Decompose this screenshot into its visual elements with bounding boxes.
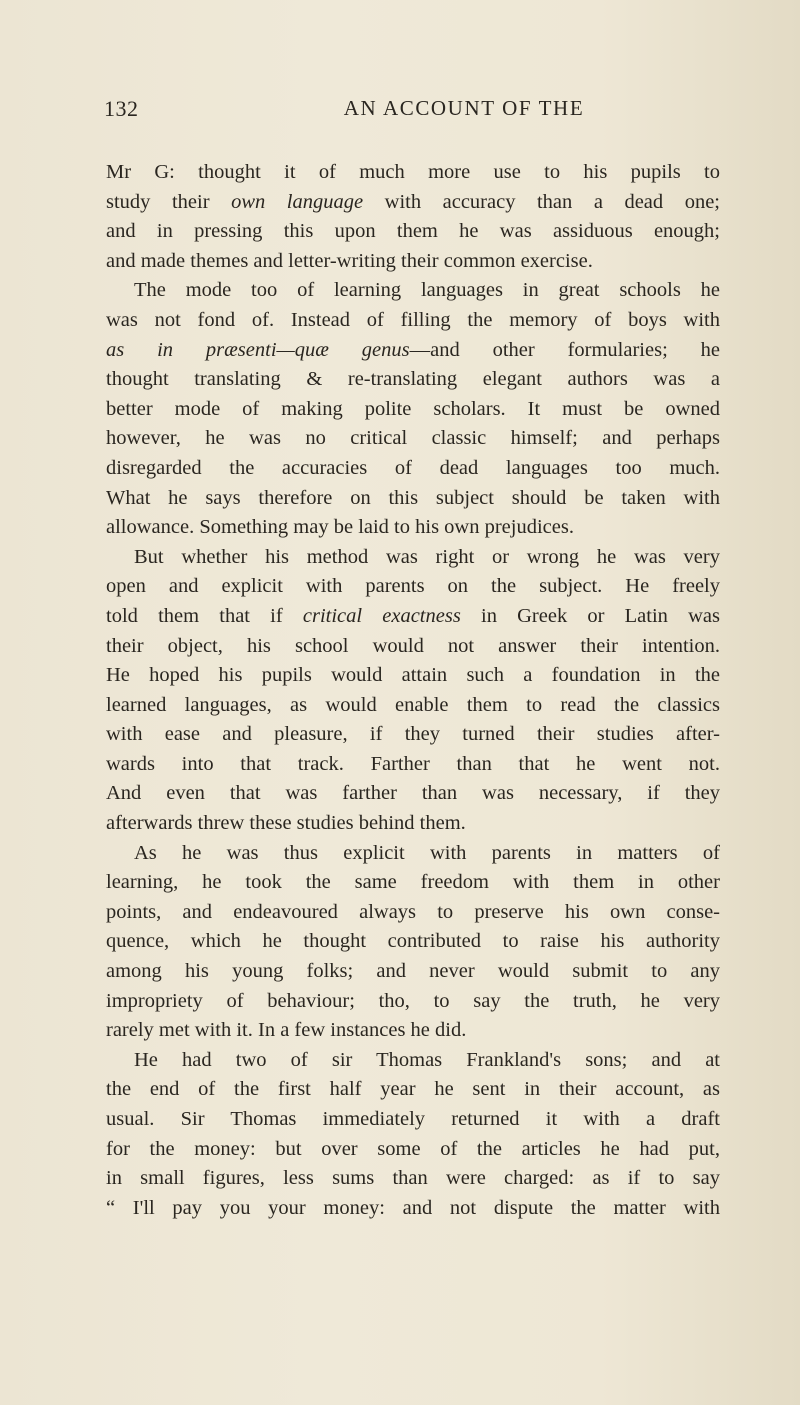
text-line bbox=[106, 661, 720, 691]
text-line bbox=[106, 987, 720, 1017]
text-segment: impropriety of behaviour; tho, to say the truth, he very bbox=[106, 989, 720, 1012]
text-line bbox=[106, 1046, 720, 1076]
text-segment: Mr G: thought it of much more use to his pupils to bbox=[106, 161, 720, 183]
text-line bbox=[106, 365, 720, 395]
text-line bbox=[106, 572, 720, 602]
italic-text: own language bbox=[231, 190, 364, 213]
text-line bbox=[106, 1164, 720, 1194]
text-segment: in small figures, less sums than were charged: as if to say bbox=[106, 1167, 720, 1190]
text-segment: disregarded the accuracies of dead languages too much. bbox=[106, 456, 720, 479]
text-segment: with accuracy than a dead one; bbox=[363, 190, 720, 213]
text-segment: points, and endeavoured always to preserve his own conse- bbox=[106, 900, 720, 923]
text-line bbox=[106, 632, 720, 662]
text-line bbox=[106, 454, 720, 484]
text-line bbox=[106, 543, 720, 573]
text-segment: for the money: but over some of the articles he had put, bbox=[106, 1137, 720, 1160]
text-segment: wards into that track. Farther than that he went not. bbox=[106, 752, 720, 775]
text-line bbox=[106, 484, 720, 514]
text-segment: open and explicit with parents on the subject. He freely bbox=[106, 575, 720, 598]
italic-text: as in præsenti—quæ genus bbox=[106, 338, 410, 361]
text-line bbox=[106, 395, 720, 425]
text-line bbox=[106, 691, 720, 721]
text-segment: afterwards threw these studies behind them. bbox=[106, 812, 466, 835]
text-line bbox=[106, 217, 720, 247]
text-line bbox=[106, 779, 720, 809]
text-segment: quence, which he thought contributed to raise his authority bbox=[106, 930, 720, 953]
running-head-title: AN ACCOUNT OF THE bbox=[343, 96, 585, 120]
text-segment: rarely met with it. In a few instances he did. bbox=[106, 1019, 467, 1042]
text-segment: among his young folks; and never would submit to any bbox=[106, 960, 720, 983]
text-segment: study their bbox=[106, 190, 232, 213]
text-line bbox=[106, 1105, 720, 1135]
text-segment: and made themes and letter-writing their common exercise. bbox=[106, 249, 593, 272]
text-segment: better mode of making polite scholars. It must be owned bbox=[106, 397, 720, 420]
text-segment: learned languages, as would enable them to read the classics bbox=[106, 693, 720, 716]
text-segment: thought translating & re-translating elegant authors was a bbox=[106, 368, 720, 391]
text-line bbox=[106, 868, 720, 898]
text-segment: And even that was farther than was necessary, if they bbox=[106, 782, 720, 805]
text-line bbox=[106, 306, 720, 336]
text-line bbox=[106, 336, 720, 366]
text-segment: But whether his method was right or wrong he was very bbox=[134, 545, 720, 568]
text-line bbox=[106, 809, 720, 839]
text-line bbox=[106, 898, 720, 928]
text-segment: —and other formularies; he bbox=[409, 338, 720, 361]
text-segment: allowance. Something may be laid to his own prejudices. bbox=[106, 516, 574, 539]
page-number: 132 bbox=[104, 96, 139, 121]
text-segment: usual. Sir Thomas immediately returned it with a draft bbox=[106, 1108, 720, 1130]
text-segment: in Greek or Latin was bbox=[460, 604, 720, 627]
text-line bbox=[106, 513, 720, 543]
text-line bbox=[106, 839, 720, 869]
text-line bbox=[106, 1194, 720, 1224]
text-segment: He hoped his pupils would attain such a foundation in the bbox=[106, 664, 720, 687]
text-segment: was not fond of. Instead of filling the memory of boys with bbox=[106, 308, 720, 331]
body-text bbox=[106, 158, 720, 1223]
text-line bbox=[106, 158, 720, 188]
text-segment: however, he was no critical classic himself; and perhaps bbox=[106, 427, 720, 450]
text-segment: As he was thus explicit with parents in matters of bbox=[134, 841, 720, 864]
text-line bbox=[106, 1016, 720, 1046]
text-segment: He had two of sir Thomas Frankland's sons; and at bbox=[134, 1048, 720, 1071]
text-segment: The mode too of learning languages in great schools he bbox=[134, 279, 720, 302]
text-segment: What he says therefore on this subject should be taken with bbox=[106, 486, 720, 509]
text-line bbox=[106, 424, 720, 454]
text-segment: told them that if bbox=[106, 604, 303, 627]
text-line bbox=[106, 247, 720, 277]
italic-text: critical exactness bbox=[302, 604, 461, 627]
text-line bbox=[106, 602, 720, 632]
running-head bbox=[104, 96, 724, 148]
text-segment: the end of the first half year he sent in their account, as bbox=[106, 1078, 720, 1101]
text-line bbox=[106, 927, 720, 957]
text-line bbox=[106, 750, 720, 780]
text-segment: learning, he took the same freedom with them in other bbox=[106, 871, 720, 894]
text-line bbox=[106, 1075, 720, 1105]
text-line bbox=[106, 188, 720, 218]
text-segment: their object, his school would not answer their intention. bbox=[106, 634, 720, 657]
text-line bbox=[106, 957, 720, 987]
text-segment: with ease and pleasure, if they turned their studies after- bbox=[106, 723, 720, 746]
text-segment: “ I'll pay you your money: and not dispute the matter with bbox=[106, 1196, 720, 1219]
text-line bbox=[106, 720, 720, 750]
text-segment: and in pressing this upon them he was assiduous enough; bbox=[106, 220, 720, 243]
text-line bbox=[106, 1135, 720, 1165]
text-line bbox=[106, 276, 720, 306]
